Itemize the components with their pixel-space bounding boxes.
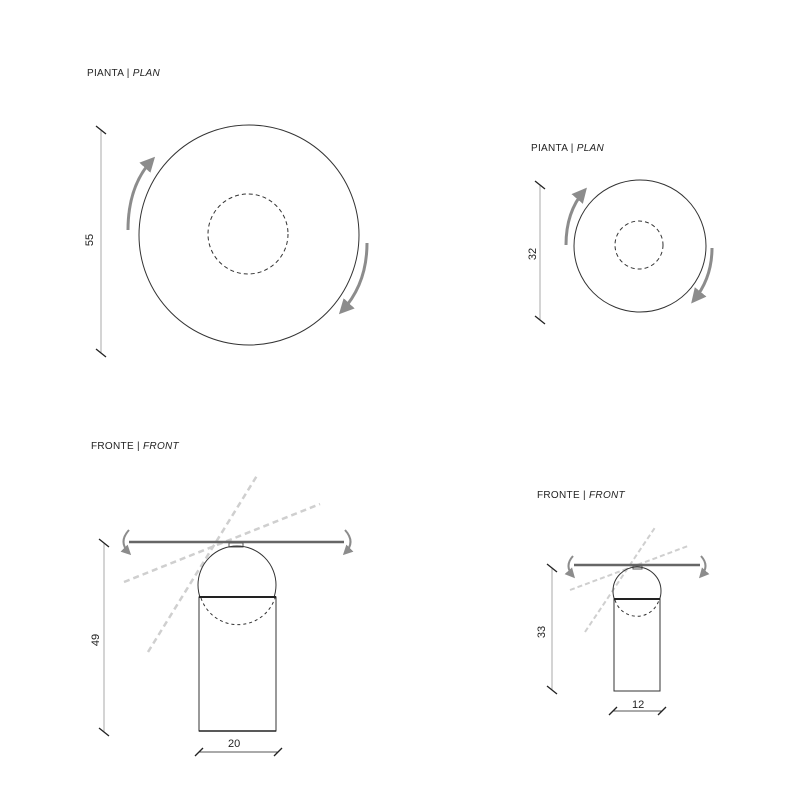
front-large-height-label: 49	[90, 633, 103, 647]
front-large-view	[99, 474, 351, 756]
front-large-title: FRONTE | FRONT	[91, 441, 179, 452]
front-large-width-label: 20	[228, 738, 241, 750]
plan-small-top-disc	[574, 180, 706, 312]
plan-small-view	[535, 180, 712, 324]
plan-large-title: PIANTA | PLAN	[87, 68, 161, 79]
plan-large-rotation-arrow-right	[342, 243, 367, 311]
plan-small-title: PIANTA | PLAN	[531, 143, 605, 154]
plan-large-top-disc	[139, 125, 359, 345]
front-large-body	[199, 597, 276, 731]
front-small-title: FRONTE | FRONT	[537, 490, 625, 501]
plan-small-height-label: 32	[527, 247, 540, 261]
front-small-width-label: 12	[632, 699, 645, 711]
front-large-tilt-arrow-left	[124, 530, 130, 553]
front-small-view	[547, 526, 706, 715]
plan-small-rotation-arrow-right	[694, 248, 712, 300]
front-small-tilt-arrow-right	[701, 556, 706, 576]
plan-large-base-outline	[208, 194, 288, 274]
plan-large-view	[96, 125, 367, 357]
front-large-tilt-arrow-right	[345, 530, 351, 553]
front-small-tilt-arrow-left	[569, 556, 574, 576]
front-small-body	[614, 599, 660, 691]
plan-large-height-label: 55	[84, 233, 97, 247]
plan-small-base-outline	[615, 221, 663, 269]
front-small-height-label: 33	[536, 625, 549, 639]
